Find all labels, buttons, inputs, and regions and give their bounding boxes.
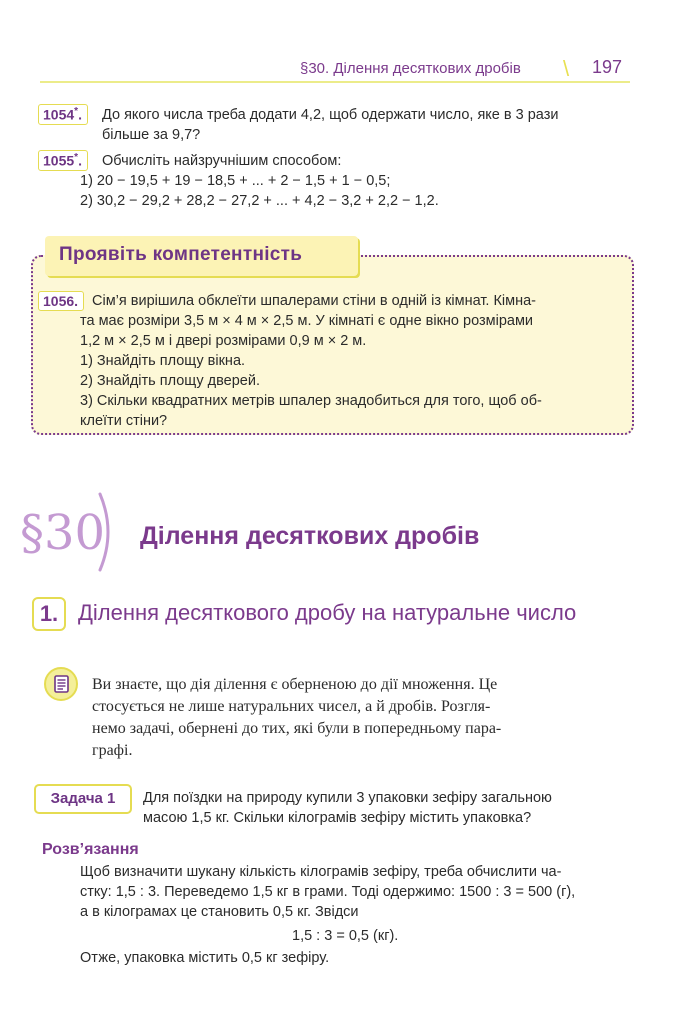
exercise-1054-text-line2: більше за 9,7? xyxy=(102,127,201,143)
solution-heading: Розв’язання xyxy=(42,841,139,858)
solution-line-2: стку: 1,5 : 3. Переведемо 1,5 кг в грами. Тоді одержимо: 1500 : 3 = 500 (г), xyxy=(80,884,576,900)
exercise-1055-item-2: 2) 30,2 − 29,2 + 28,2 − 27,2 + ... + 4,2 − 3,2 + 2,2 − 1,2. xyxy=(80,193,439,209)
intro-line-4: графі. xyxy=(92,742,133,759)
subsection-number: 1. xyxy=(32,597,66,631)
competence-banner xyxy=(45,236,358,276)
solution-formula: 1,5 : 3 = 0,5 (кг). xyxy=(292,928,399,944)
running-header-title: §30. Ділення десяткових дробів xyxy=(300,60,521,77)
exercise-1056-question-3: 3) Скільки квадратних метрів шпалер знадобиться для того, щоб об- xyxy=(80,393,542,409)
header-rule xyxy=(40,81,630,83)
section-title: Ділення десяткових дробів xyxy=(140,522,480,550)
solution-conclusion: Отже, упаковка містить 0,5 кг зефіру. xyxy=(80,950,330,966)
header-divider: \ xyxy=(563,56,570,81)
exercise-1056-line2: та має розміри 3,5 м × 4 м × 2,5 м. У кімнаті є одне вікно розмірами xyxy=(80,313,534,329)
task-text-line2: масою 1,5 кг. Скільки кілограмів зефіру містить упаковка? xyxy=(143,810,532,826)
intro-line-1: Ви знаєте, що дія ділення є оберненою до дії множення. Це xyxy=(92,676,498,693)
exercise-1054-text-line1: До якого числа треба додати 4,2, щоб одержати число, яке в 3 рази xyxy=(102,107,559,123)
exercise-1055-text: Обчисліть найзручнішим способом: xyxy=(102,153,342,169)
competence-banner-title: Проявіть компетентність xyxy=(59,244,303,265)
exercise-1056-question-3-cont: клеїти стіни? xyxy=(80,413,168,429)
exercise-1055-item-1: 1) 20 − 19,5 + 19 − 18,5 + ... + 2 − 1,5 + 1 − 0,5; xyxy=(80,173,391,189)
task-label: Задача 1 xyxy=(34,784,132,814)
intro-line-2: стосується не лише натуральних чисел, а й дробів. Розгля- xyxy=(92,698,491,715)
exercise-number-1056: 1056. xyxy=(38,291,84,311)
subsection-title: Ділення десяткового дробу на натуральне число xyxy=(78,600,577,625)
section-number-brace xyxy=(96,490,118,574)
solution-line-3: а в кілограмах це становить 0,5 кг. Звідси xyxy=(80,904,359,920)
task-text-line1: Для поїздки на природу купили 3 упаковки зефіру загальною xyxy=(143,790,552,806)
solution-line-1: Щоб визначити шукану кількість кілограмів зефіру, треба обчислити ча- xyxy=(80,864,562,880)
note-icon xyxy=(44,667,78,701)
section-number: §30 xyxy=(20,505,106,561)
exercise-1056-question-2: 2) Знайдіть площу дверей. xyxy=(80,373,260,389)
exercise-1056-line1: Сім’я вирішила обклеїти шпалерами стіни в одній із кімнат. Кімна- xyxy=(92,293,536,309)
page-number: 197 xyxy=(592,57,623,77)
exercise-1056-question-1: 1) Знайдіть площу вікна. xyxy=(80,353,246,369)
intro-line-3: немо задачі, обернені до тих, які були в попередньому пара- xyxy=(92,720,502,737)
exercise-number-1055: 1055*. xyxy=(38,150,88,171)
exercise-1056-line3: 1,2 м × 2,5 м і двері розмірами 0,9 м × 2 м. xyxy=(80,333,367,349)
exercise-number-1054: 1054*. xyxy=(38,104,88,125)
